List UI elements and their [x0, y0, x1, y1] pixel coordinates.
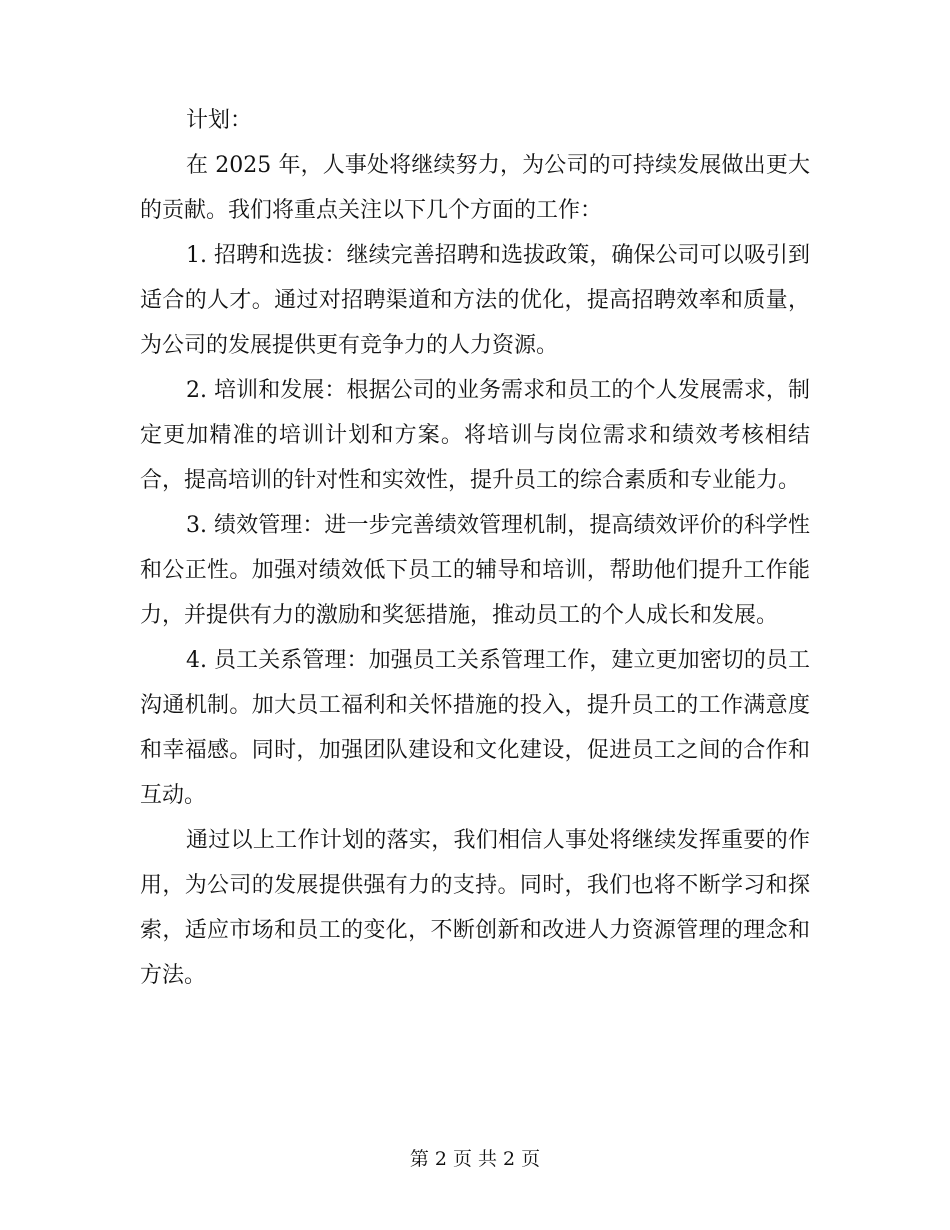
intro-paragraph: 在 2025 年，人事处将继续努力，为公司的可持续发展做出更大的贡献。我们将重点关注以下几个方面的工作：: [140, 153, 810, 223]
page-number-footer: 第 2 页 共 2 页: [409, 1148, 541, 1170]
document-body: [140, 98, 810, 998]
list-item-employee-relations: 4. 员工关系管理：加强员工关系管理工作，建立更加密切的员工沟通机制。加大员工福利和关怀措施的投入，提升员工的工作满意度和幸福感。同时，加强团队建设和文化建设，促进员工之间的合作和互动。: [140, 648, 810, 808]
list-item-performance: 3. 绩效管理：进一步完善绩效管理机制，提高绩效评价的科学性和公正性。加强对绩效低下员工的辅导和培训，帮助他们提升工作能力，并提供有力的激励和奖惩措施，推动员工的个人成长和发展。: [140, 513, 810, 628]
list-item-recruitment: 1. 招聘和选拔：继续完善招聘和选拔政策，确保公司可以吸引到适合的人才。通过对招聘渠道和方法的优化，提高招聘效率和质量，为公司的发展提供更有竞争力的人力资源。: [140, 243, 810, 358]
section-heading: 计划：: [186, 108, 253, 133]
closing-paragraph: 通过以上工作计划的落实，我们相信人事处将继续发挥重要的作用，为公司的发展提供强有力的支持。同时，我们也将不断学习和探索，适应市场和员工的变化，不断创新和改进人力资源管理的理念和方法。: [140, 828, 810, 988]
list-item-training: 2. 培训和发展：根据公司的业务需求和员工的个人发展需求，制定更加精准的培训计划和方案。将培训与岗位需求和绩效考核相结合，提高培训的针对性和实效性，提升员工的综合素质和专业能力。: [140, 378, 810, 493]
